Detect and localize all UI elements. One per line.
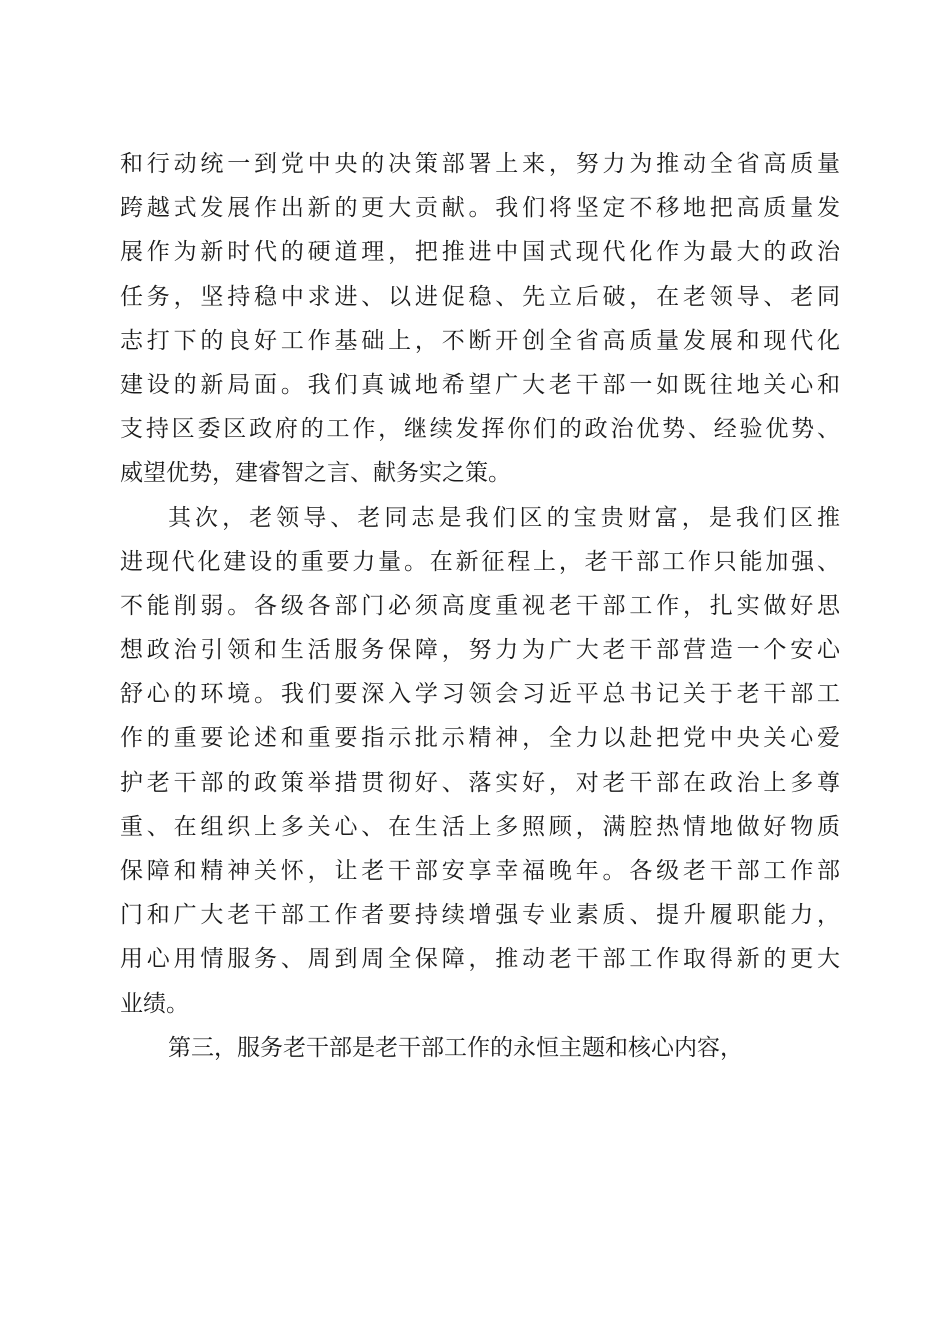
text-line: 支持区委区政府的工作，继续发挥你们的政治优势、经验优势、: [120, 416, 840, 443]
text-line: 不能削弱。各级各部门必须高度重视老干部工作，扎实做好思: [120, 592, 840, 619]
text-line: 志打下的良好工作基础上，不断开创全省高质量发展和现代化: [120, 327, 840, 354]
text-line: 想政治引领和生活服务保障，努力为广大老干部营造一个安心: [120, 637, 840, 664]
body-text: [120, 142, 840, 1070]
paragraph-start-line: 其次，老领导、老同志是我们区的宝贵财富，是我们区推: [168, 504, 840, 531]
text-line: 用心用情服务、周到周全保障，推动老干部工作取得新的更大: [120, 946, 840, 973]
text-line: 门和广大老干部工作者要持续增强专业素质、提升履职能力，: [120, 902, 840, 929]
text-line: 展作为新时代的硬道理，把推进中国式现代化作为最大的政治: [120, 239, 840, 266]
text-line: 建设的新局面。我们真诚地希望广大老干部一如既往地关心和: [120, 371, 840, 398]
text-line: 和行动统一到党中央的决策部署上来，努力为推动全省高质量: [120, 151, 840, 177]
text-line: 作的重要论述和重要指示批示精神，全力以赴把党中央关心爱: [120, 725, 840, 752]
paragraph-start-line: 第三，服务老干部是老干部工作的永恒主题和核心内容，: [168, 1034, 743, 1061]
text-line: 保障和精神关怀，让老干部安享幸福晚年。各级老干部工作部: [120, 858, 840, 884]
text-line: 跨越式发展作出新的更大贡献。我们将坚定不移地把高质量发: [120, 195, 840, 222]
text-line: 舒心的环境。我们要深入学习领会习近平总书记关于老干部工: [120, 681, 840, 708]
text-line: 威望优势，建睿智之言、献务实之策。: [120, 460, 511, 487]
text-line: 重、在组织上多关心、在生活上多照顾，满腔热情地做好物质: [120, 813, 840, 840]
text-line: 业绩。: [120, 990, 189, 1017]
text-line: 进现代化建设的重要力量。在新征程上，老干部工作只能加强、: [120, 548, 840, 575]
text-line: 任务，坚持稳中求进、以进促稳、先立后破，在老领导、老同: [120, 283, 840, 310]
text-line: 护老干部的政策举措贯彻好、落实好，对老干部在政治上多尊: [120, 769, 840, 796]
